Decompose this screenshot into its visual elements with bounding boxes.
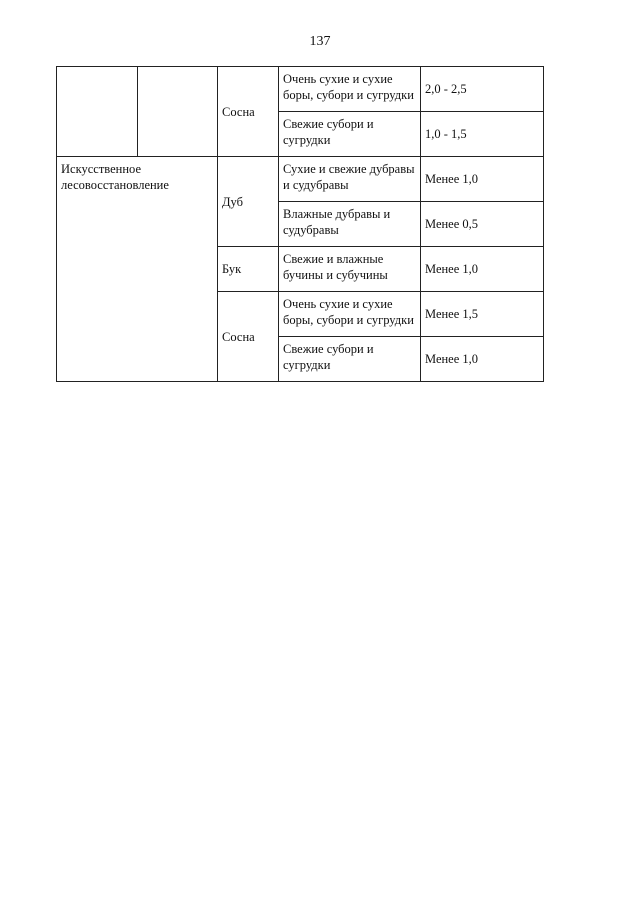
- condition-cell: Влажные дубравы и судубравы: [279, 202, 421, 247]
- condition-cell: Очень сухие и сухие боры, субори и сугрудки: [279, 292, 421, 337]
- value-cell: Менее 0,5: [421, 202, 544, 247]
- species-cell-pine: Сосна: [218, 292, 279, 382]
- table-row: [57, 67, 544, 112]
- restoration-type-cell: Искусственное лесовосстановление: [57, 157, 218, 382]
- value-cell: 1,0 - 1,5: [421, 112, 544, 157]
- empty-category-cell: [138, 67, 218, 157]
- value-cell: Менее 1,0: [421, 247, 544, 292]
- species-cell-oak: Дуб: [218, 157, 279, 247]
- condition-cell: Свежие субори и сугрудки: [279, 112, 421, 157]
- table-row: [57, 157, 544, 202]
- value-cell: Менее 1,0: [421, 157, 544, 202]
- condition-cell: Сухие и свежие дубравы и судубравы: [279, 157, 421, 202]
- condition-cell: Очень сухие и сухие боры, субори и сугрудки: [279, 67, 421, 112]
- condition-cell: Свежие субори и сугрудки: [279, 337, 421, 382]
- page-number: 137: [309, 34, 331, 49]
- value-cell: 2,0 - 2,5: [421, 67, 544, 112]
- condition-cell: Свежие и влажные бучины и субучины: [279, 247, 421, 292]
- species-cell-beech: Бук: [218, 247, 279, 292]
- forest-table: [56, 66, 544, 382]
- value-cell: Менее 1,0: [421, 337, 544, 382]
- species-cell-pine: Сосна: [218, 67, 279, 157]
- value-cell: Менее 1,5: [421, 292, 544, 337]
- empty-type-cell: [57, 67, 138, 157]
